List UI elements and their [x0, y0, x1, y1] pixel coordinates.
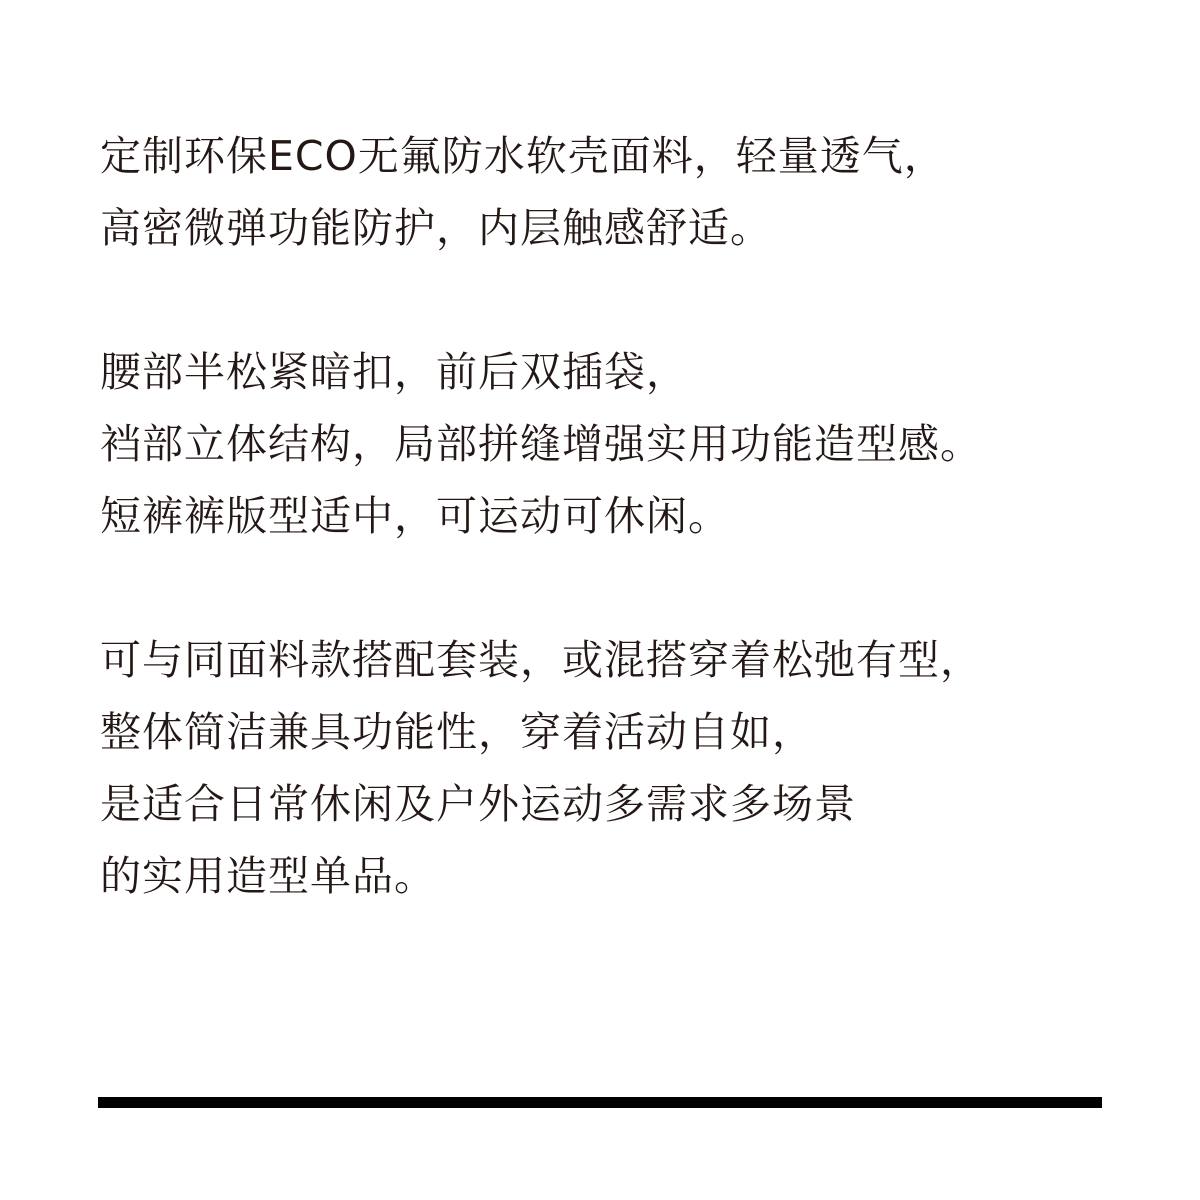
text-line: 整体简洁兼具功能性，穿着活动自如，	[100, 708, 814, 756]
paragraph-styling	[100, 624, 1180, 912]
text-line: 的实用造型单品。	[100, 852, 436, 900]
paragraph-structure	[100, 336, 1180, 552]
text-line: 可与同面料款搭配套装，或混搭穿着松弛有型，	[100, 636, 982, 684]
description-text	[100, 120, 1180, 912]
paragraph-spacer	[100, 264, 1180, 336]
paragraph-fabric	[100, 120, 1180, 264]
text-line: 定制环保ECO无氟防水软壳面料，轻量透气，	[100, 132, 946, 180]
paragraph-spacer	[100, 552, 1180, 624]
text-line: 裆部立体结构，局部拼缝增强实用功能造型感。	[100, 420, 982, 468]
bottom-divider	[98, 1097, 1102, 1108]
text-line: 是适合日常休闲及户外运动多需求多场景	[100, 780, 856, 828]
text-line: 高密微弹功能防护，内层触感舒适。	[100, 204, 772, 252]
text-line: 短裤裤版型适中，可运动可休闲。	[100, 492, 730, 540]
text-line: 腰部半松紧暗扣，前后双插袋，	[100, 348, 688, 396]
